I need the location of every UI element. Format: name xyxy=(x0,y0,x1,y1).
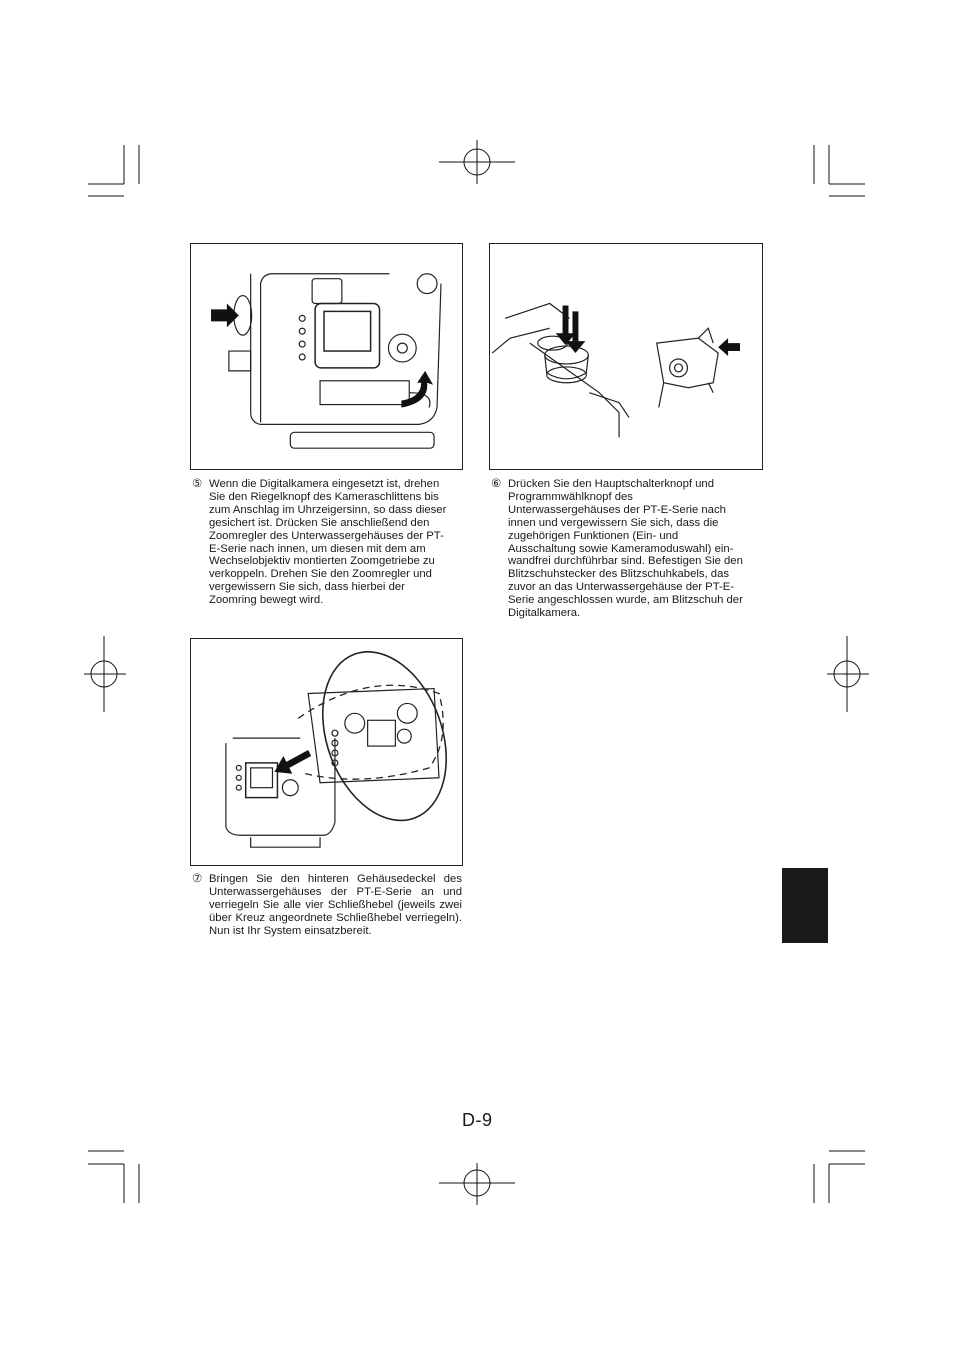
figure-step-6 xyxy=(489,243,763,470)
page-number: D-9 xyxy=(462,1110,493,1130)
step-number: ⑦ xyxy=(192,873,203,885)
step-text: Wenn die Digitalkamera eingesetzt ist, drehen Sie den Riegelknopf des Kameraschlittens bis zum Anschlag im Uhrzeigersinn, so dass dieser gesichert ist. Drücken Sie anschließend den Zoomregler des Unterwassergehäuses der PT- E-Serie nach innen, um diesen mit dem am Wechselobjektiv montierten Zoomgetriebe zu verkoppeln. Drehen Sie den Zoomregler und vergewissern Sie sich, dass hierbei der Zoomring bewegt wird. xyxy=(209,478,447,607)
step-7-caption xyxy=(192,873,462,938)
step-text: Drücken Sie den Hauptschalterknopf und Programmwählknopf des Unterwassergehäuses der PT-E-Serie nach innen und vergewissern Sie sich, dass die zugehörigen Funktionen (Ein- und Ausschaltung sowie Kameramoduswahl) ein- wandfrei durchführbar sind. Befestigen Sie den Blitzschuhstecker des Blitzschuhkabels, das zuvor an das Unterwassergehäuse der PT-E- Serie angeschlossen wurde, am Blitzschuh der Digitalkamera. xyxy=(508,478,743,620)
rear-cover-illustration xyxy=(191,639,462,865)
figure-step-7 xyxy=(190,638,463,866)
camera-housing-illustration xyxy=(191,244,462,469)
step-text: Bringen Sie den hinteren Gehäusedeckel des Unterwassergehäuses der PT-E-Serie an und verriegeln Sie alle vier Schließhebel (jeweils zwei über Kreuz angeordnete Schließhebel verriegeln). Nun ist Ihr System einsatzbereit. xyxy=(209,873,462,937)
step-number: ⑥ xyxy=(491,478,502,490)
step-6-caption xyxy=(491,478,763,620)
figure-step-5 xyxy=(190,243,463,470)
section-tab-marker xyxy=(782,868,828,943)
step-number: ⑤ xyxy=(192,478,203,490)
mode-dial-illustration xyxy=(490,244,762,469)
step-5-caption xyxy=(192,478,462,607)
